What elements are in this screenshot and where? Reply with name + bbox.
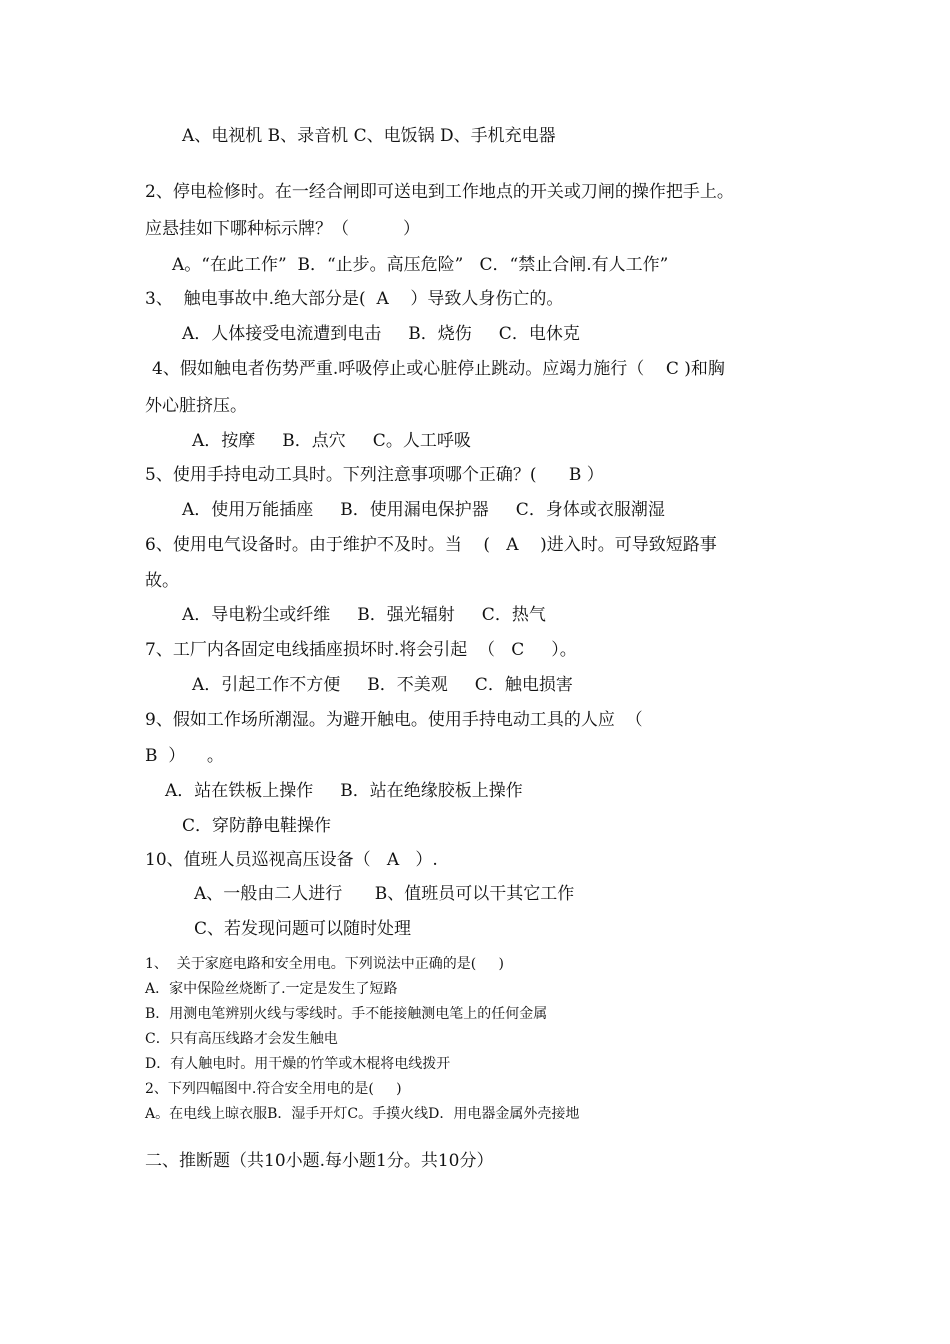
q10-question: 10、值班人员巡视高压设备（ A ）. (145, 850, 438, 870)
q9-options-line2: C．穿防静电鞋操作 (182, 816, 332, 836)
q4-question-line1: 4、假如触电者伤势严重.呼吸停止或心脏停止跳动。应竭力施行（ C )和胸 (152, 359, 725, 379)
q6-question-line2: 故。 (145, 571, 179, 591)
q10-options-line2: C、若发现问题可以随时处理 (194, 919, 412, 939)
extra-q2-question: 2、下列四幅图中.符合安全用电的是( ) (145, 1081, 402, 1097)
q4-question-line2: 外心脏挤压。 (145, 396, 247, 416)
q9-question-line2: B ） 。 (145, 746, 224, 766)
extra-q1-option-a: A．家中保险丝烧断了.一定是发生了短路 (145, 981, 398, 997)
extra-q1-option-d: D．有人触电时。用干燥的竹竿或木棍将电线拨开 (145, 1056, 451, 1072)
q5-question: 5、使用手持电动工具时。下列注意事项哪个正确？( B ） (145, 465, 604, 485)
extra-q1-question: 1、 关于家庭电路和安全用电。下列说法中正确的是( ) (145, 956, 504, 972)
extra-q2-options: A。在电线上晾衣服B．湿手开灯C。手摸火线D．用电器金属外壳接地 (145, 1106, 580, 1122)
q2-question-line1: 2、停电检修时。在一经合闸即可送电到工作地点的开关或刀闸的操作把手上。 (145, 182, 734, 202)
q3-options: A．人体接受电流遭到电击 B．烧伤 C．电休克 (182, 324, 580, 344)
q7-question: 7、工厂内各固定电线插座损坏时.将会引起 （ C ）。 (145, 640, 577, 660)
extra-q1-option-b: B．用测电笔辨别火线与零线时。手不能接触测电笔上的任何金属 (145, 1006, 548, 1022)
q5-options: A．使用万能插座 B．使用漏电保护器 C．身体或衣服潮湿 (182, 500, 665, 520)
q7-options: A．引起工作不方便 B．不美观 C．触电损害 (192, 675, 573, 695)
q4-options: A．按摩 B．点穴 C。人工呼吸 (192, 431, 471, 451)
q10-options-line1: A、一般由二人进行 B、值班员可以干其它工作 (194, 884, 575, 904)
q9-question-line1: 9、假如工作场所潮湿。为避开触电。使用手持电动工具的人应 （ (145, 710, 643, 730)
section-heading: 二、推断题（共10小题.每小题1分。共10分） (145, 1151, 494, 1171)
q1-options: A、电视机 B、录音机 C、电饭锅 D、手机充电器 (182, 126, 556, 146)
q3-question: 3、 触电事故中.绝大部分是( A ）导致人身伤亡的。 (145, 289, 564, 309)
q2-options: A。“在此工作” B．“止步。高压危险” C．“禁止合闸.有人工作” (172, 255, 669, 275)
q2-question-line2: 应悬挂如下哪种标示牌？（ ） (145, 219, 421, 239)
q9-options-line1: A．站在铁板上操作 B．站在绝缘胶板上操作 (165, 781, 523, 801)
q6-options: A．导电粉尘或纤维 B．强光辐射 C．热气 (182, 605, 546, 625)
extra-q1-option-c: C．只有高压线路才会发生触电 (145, 1031, 338, 1047)
q6-question-line1: 6、使用电气设备时。由于维护不及时。当 ( A )进入时。可导致短路事 (145, 535, 717, 555)
